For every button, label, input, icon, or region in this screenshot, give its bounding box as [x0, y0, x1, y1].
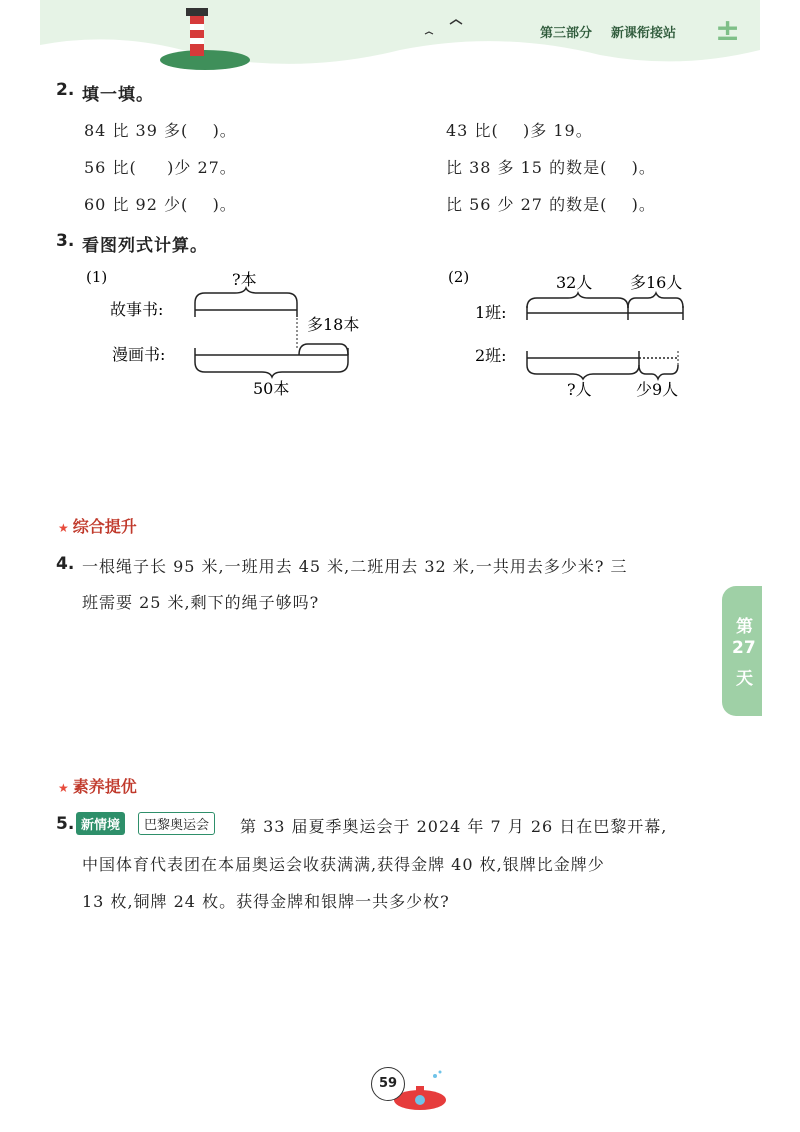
diagram-figures	[0, 0, 800, 420]
section4-line2: 班需要 25 米,剩下的绳子够吗?	[82, 593, 320, 612]
fig2-known: 32人	[556, 273, 593, 292]
header-part: 第三部分	[540, 26, 593, 41]
day-tab-line3: 天	[736, 669, 753, 689]
day-tab-line1: 第	[736, 617, 753, 637]
star-icon: ★	[58, 781, 69, 795]
page-number: 59	[371, 1067, 405, 1101]
heading-comprehensive	[58, 514, 137, 537]
figure-1	[86, 268, 359, 398]
fill-item-5: 60 比 92 少( )。	[84, 195, 237, 214]
heading-literacy-text: 素养提优	[72, 777, 137, 796]
fill-item-6: 比 56 少 27 的数是( )。	[446, 195, 656, 214]
fig1-label: (1)	[86, 268, 108, 286]
fig1-unknown: ?本	[232, 270, 257, 289]
fig1-row1: 故事书:	[110, 300, 164, 319]
fill-item-1: 84 比 39 多( )。	[84, 121, 237, 140]
fill-item-3: 56 比( )少 27。	[84, 158, 237, 177]
fill-item-2: 43 比( )多 19。	[446, 121, 593, 140]
fig2-label: (2)	[448, 268, 470, 286]
section4-line1: 一根绳子长 95 米,一班用去 45 米,二班用去 32 米,一共用去多少米? 三	[82, 557, 628, 576]
section5-line1: 第 33 届夏季奥运会于 2024 年 7 月 26 日在巴黎开幕,	[240, 817, 668, 836]
section5-line3: 13 枚,铜牌 24 枚。获得金牌和银牌一共多少枚?	[82, 892, 450, 911]
section2-number: 2.	[56, 80, 75, 100]
tag-topic: 巴黎奥运会	[138, 812, 215, 835]
fig1-total: 50本	[253, 379, 290, 398]
fill-item-4: 比 38 多 15 的数是( )。	[446, 158, 656, 177]
day-tab-line2: 27	[732, 638, 756, 658]
svg-text:±: ±	[715, 13, 741, 48]
star-icon: ★	[58, 521, 69, 535]
fig2-row2: 2班:	[475, 346, 507, 365]
heading-comprehensive-text: 综合提升	[72, 517, 137, 536]
fig2-row1: 1班:	[475, 303, 507, 322]
fig1-row2: 漫画书:	[112, 345, 166, 364]
section2-title: 填一填。	[82, 85, 154, 105]
heading-literacy	[58, 774, 137, 797]
fig2-unknown: ?人	[567, 380, 592, 399]
section3-title: 看图列式计算。	[82, 236, 208, 256]
day-tab	[722, 586, 762, 716]
fig2-less: 少9人	[636, 380, 679, 399]
section5-line2: 中国体育代表团在本届奥运会收获满满,获得金牌 40 枚,银牌比金牌少	[82, 855, 605, 874]
tag-new-scenario: 新情境	[76, 812, 125, 835]
section3-number: 3.	[56, 231, 75, 251]
section5-number: 5.	[56, 814, 75, 834]
figure-2	[448, 268, 683, 399]
section4-number: 4.	[56, 554, 75, 574]
header-station: 新课衔接站	[611, 26, 677, 41]
fig1-more: 多18本	[307, 315, 360, 334]
fig2-more: 多16人	[630, 273, 683, 292]
